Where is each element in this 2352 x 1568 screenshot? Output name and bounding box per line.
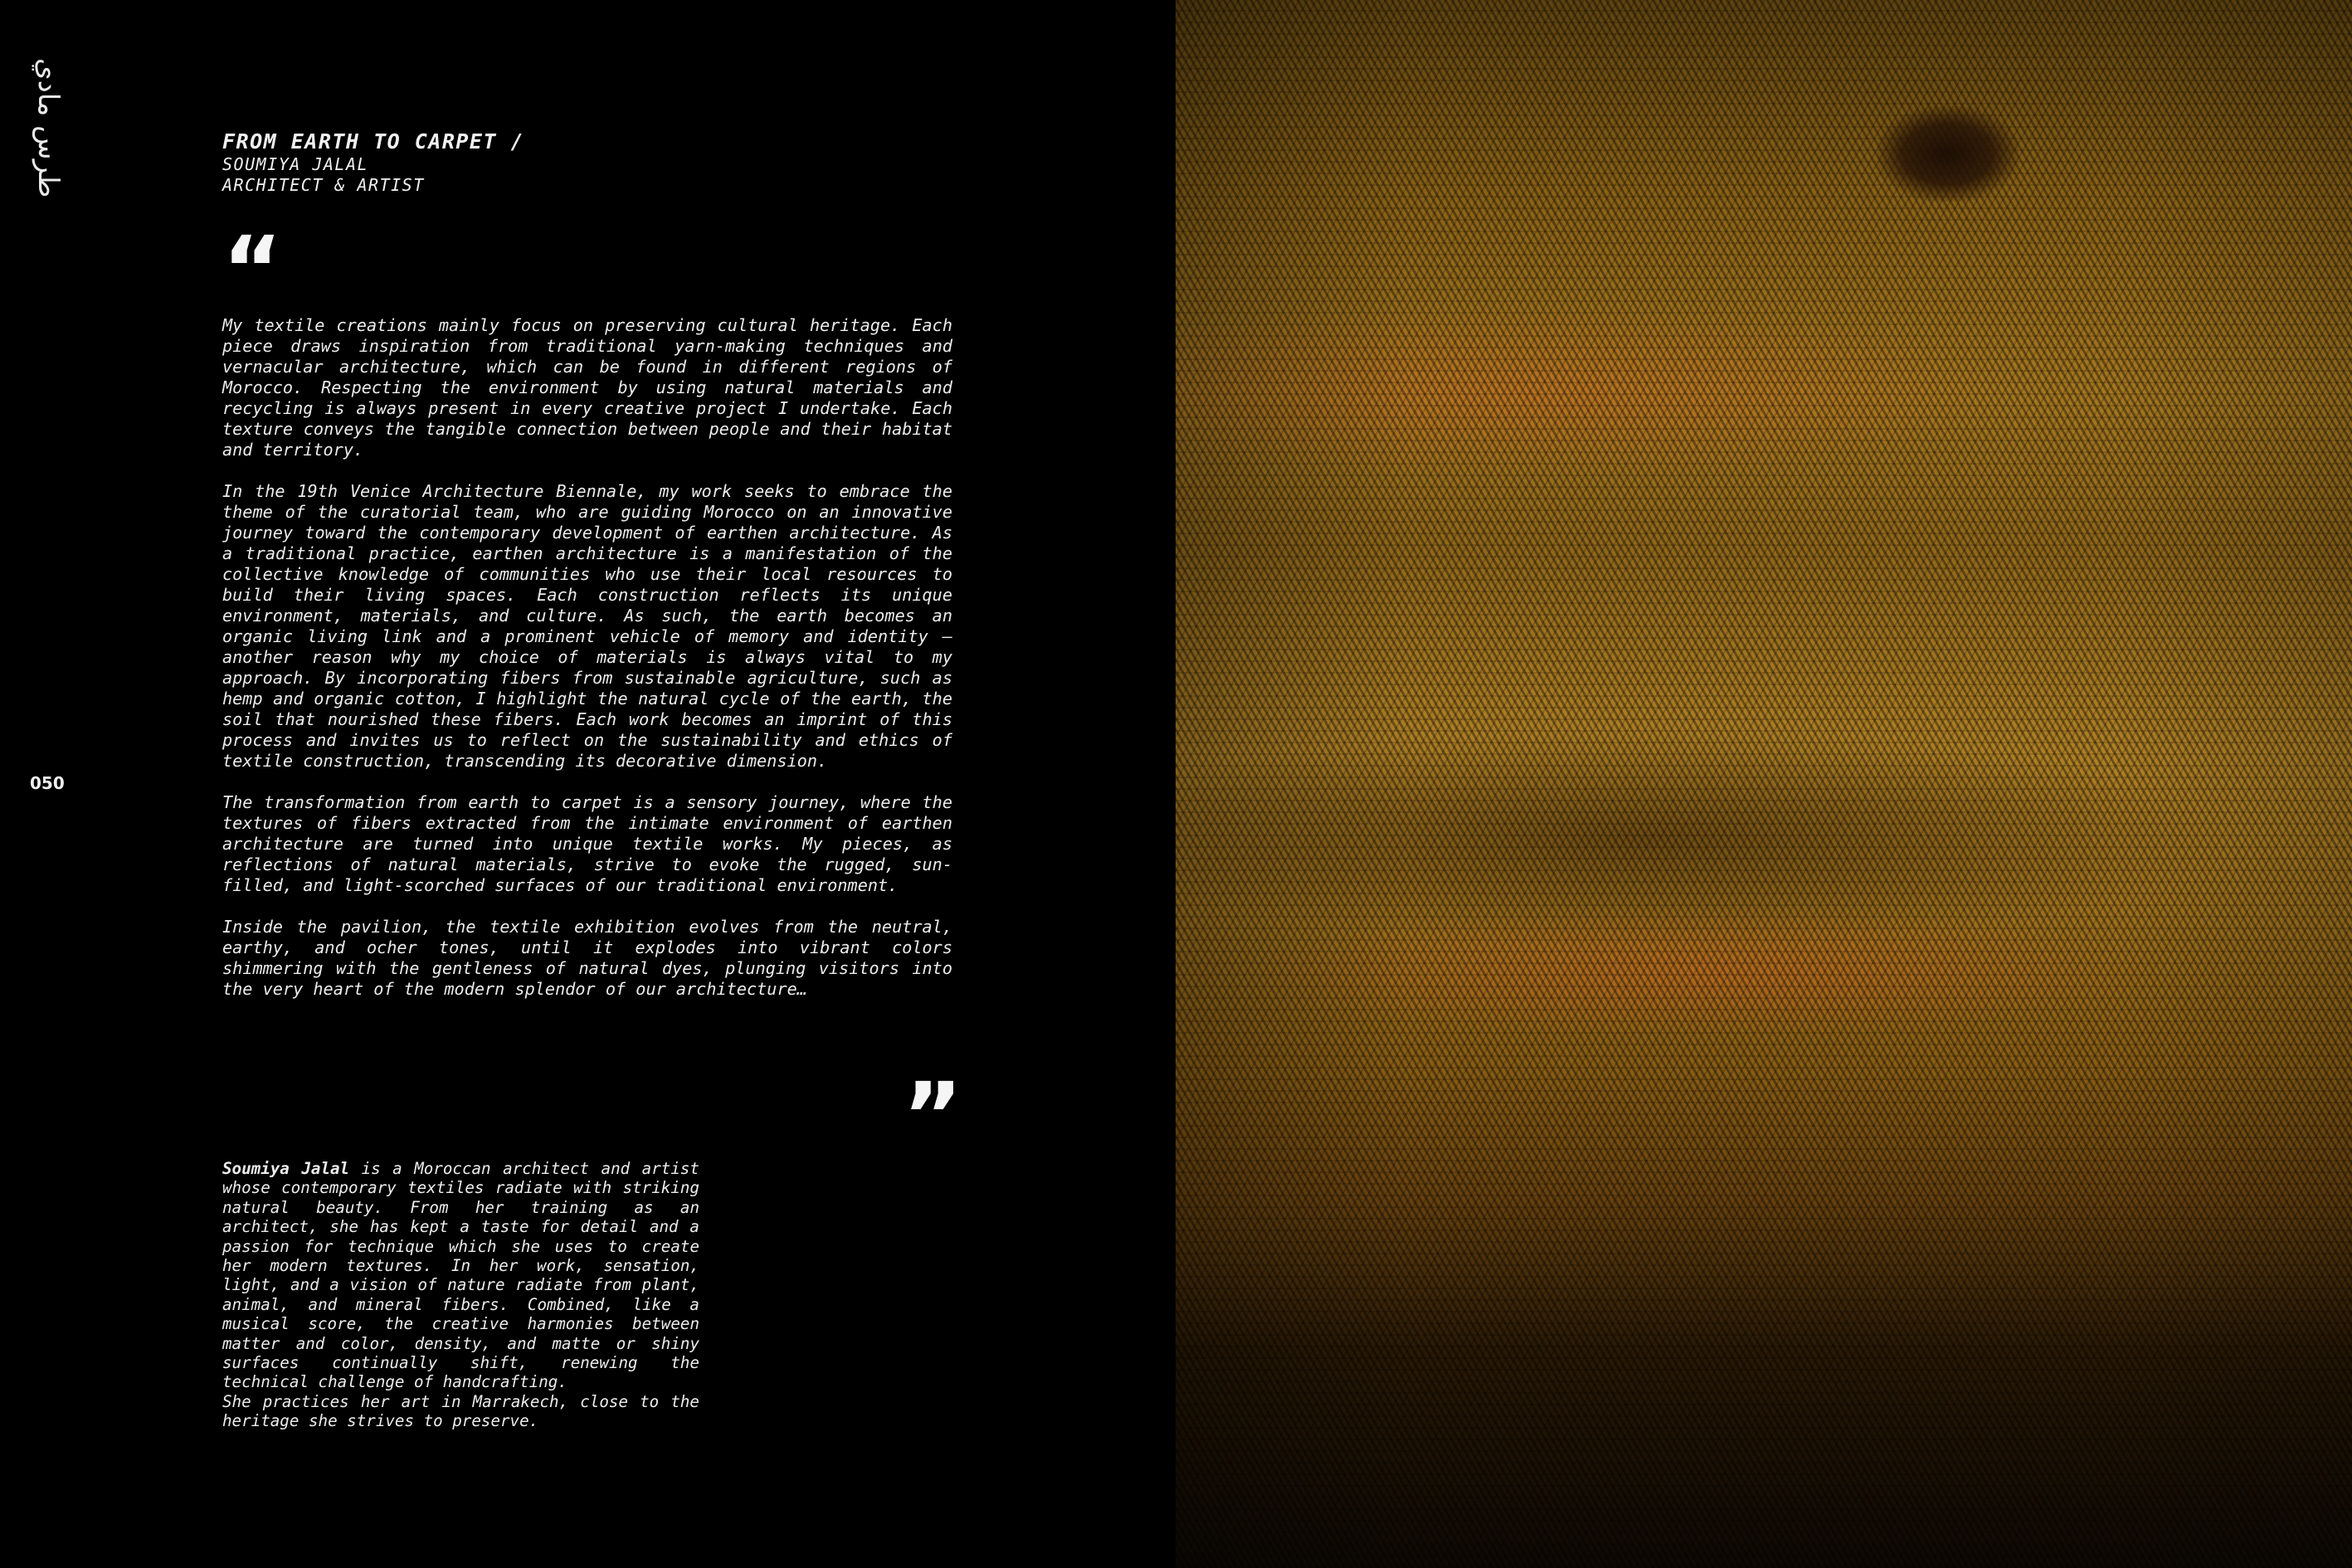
statement-text	[222, 315, 952, 1020]
close-quote-mark: ”	[903, 1063, 963, 1169]
paragraph-2: In the 19th Venice Architecture Biennale, my work seeks to embrace the theme of the curatorial team, who are guiding Morocco on an innovative journey toward the contemporary development of earthen architecture. As a traditional practice, earthen architecture is a manifestation of the collective knowledge of communities who use their local resources to build their living spaces. Each construction reflects its unique environment, materials, and culture. As such, the earth becomes an organic living link and a prominent vehicle of memory and identity – another reason why my choice of materials is always vital to my approach. By incorporating fibers from sustainable agriculture, such as hemp and organic cotton, I highlight the natural cycle of the earth, the soil that nourished these fibers. Each work becomes an imprint of this process and invites us to reflect on the sustainability and ethics of textile construction, transcending its decorative dimension.	[222, 481, 952, 771]
bio-name: Soumiya Jalal	[222, 1159, 350, 1178]
artist-bio	[222, 1159, 699, 1431]
bio-closing: She practices her art in Marrakech, close to the heritage she strives to preserve.	[222, 1391, 699, 1431]
weave-shading	[1176, 0, 2352, 1568]
bio-paragraph	[222, 1159, 699, 1392]
author-name: SOUMIYA JALAL	[222, 154, 369, 174]
bio-text: is a Moroccan architect and artist whose contemporary textiles radiate with striking natural beauty. From her training as an architect, she has kept a taste for detail and a passion for technique which she uses to create her modern textures. In her work, sensation, light, and a vision of nature radiate from plant, animal, and mineral fibers. Combined, like a musical score, the creative harmonies between matter and color, density, and matte or shiny surfaces continually shift, renewing the technical challenge of handcrafting.	[222, 1159, 699, 1392]
author-role: ARCHITECT & ARTIST	[222, 175, 425, 195]
textile-photo	[1176, 0, 2352, 1568]
article-heading	[222, 129, 524, 196]
paragraph-3: The transformation from earth to carpet is a sensory journey, where the textures of fibers extracted from the intimate environment of earthen architecture are turned into unique textile works. My pieces, as reflections of natural materials, strive to evoke the rugged, sun-filled, and light-scorched surfaces of our traditional environment.	[222, 792, 952, 895]
paragraph-4: Inside the pavilion, the textile exhibition evolves from the neutral, earthy, and ocher tones, until it explodes into vibrant colors shimmering with the gentleness of natural dyes, plunging visitors into the very heart of the modern splendor of our architecture…	[222, 917, 952, 999]
article-title: FROM EARTH TO CARPET /	[222, 129, 525, 153]
page-number: 050	[30, 773, 65, 793]
open-quote-mark: “	[222, 217, 283, 323]
vertical-arabic-title: طرس مادي	[32, 58, 65, 198]
yarn-knot	[1877, 106, 2018, 202]
paragraph-1: My textile creations mainly focus on preserving cultural heritage. Each piece draws inspiration from traditional yarn-making techniques and vernacular architecture, which can be found in different regions of Morocco. Respecting the environment by using natural materials and recycling is always present in every creative project I undertake. Each texture conveys the tangible connection between people and their habitat and territory.	[222, 315, 952, 460]
